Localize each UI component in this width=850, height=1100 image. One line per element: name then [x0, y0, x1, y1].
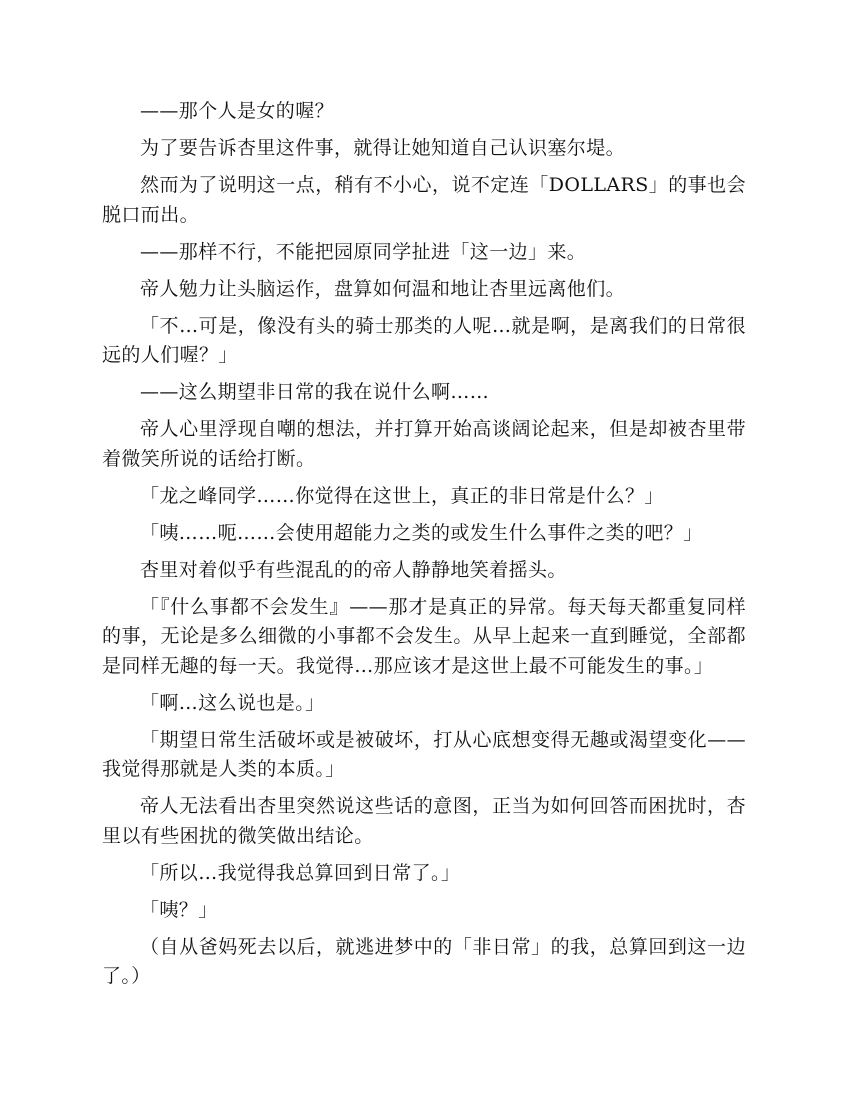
- paragraph: 「期望日常生活破坏或是被破坏，打从心底想变得无趣或渴望变化——我觉得那就是人类的本质。」: [102, 728, 746, 780]
- paragraph: 帝人勉力让头脑运作，盘算如何温和地让杏里远离他们。: [140, 277, 626, 300]
- paragraph: 「咦……呃……会使用超能力之类的或发生什么事件之类的吧？」: [140, 521, 703, 544]
- paragraph: 「所以…我觉得我总算回到日常了。」: [140, 861, 461, 884]
- paragraph: 「咦？」: [140, 898, 218, 921]
- paragraph: 杏里对着似乎有些混乱的的帝人静静地笑着摇头。: [140, 558, 567, 581]
- paragraph: 「龙之峰同学……你觉得在这世上，真正的非日常是什么？」: [140, 484, 664, 507]
- paragraph: 帝人无法看出杏里突然说这些话的意图，正当为如何回答而困扰时，杏里以有些困扰的微笑做出结论。: [102, 795, 746, 847]
- paragraph: ——那样不行，不能把园原同学扯进「这一边」来。: [140, 240, 587, 263]
- paragraph: 「啊…这么说也是。」: [140, 691, 325, 714]
- paragraph: 为了要告诉杏里这件事，就得让她知道自己认识塞尔堤。: [140, 137, 626, 159]
- paragraph: ——这么期望非日常的我在说什么啊……: [140, 381, 490, 403]
- paragraph: 「『什么事都不会发生』——那才是真正的异常。每天每天都重复同样的事，无论是多么细微的小事都不会发生。从早上起来一直到睡觉，全部都是同样无趣的每一天。我觉得…那应该才是这世上最不可能发生的事。」: [102, 595, 746, 677]
- paragraph: ——那个人是女的喔？: [140, 100, 335, 122]
- paragraph: 「不…可是，像没有头的骑士那类的人呢…就是啊，是离我们的日常很远的人们喔？」: [102, 314, 746, 366]
- paragraph: 帝人心里浮现自嘲的想法，并打算开始高谈阔论起来，但是却被杏里带着微笑所说的话给打断。: [102, 418, 746, 470]
- paragraph: 然而为了说明这一点，稍有不小心，说不定连「DOLLARS」的事也会脱口而出。: [102, 174, 746, 226]
- paragraph: （自从爸妈死去以后，就逃进梦中的「非日常」的我，总算回到这一边了。）: [102, 935, 746, 987]
